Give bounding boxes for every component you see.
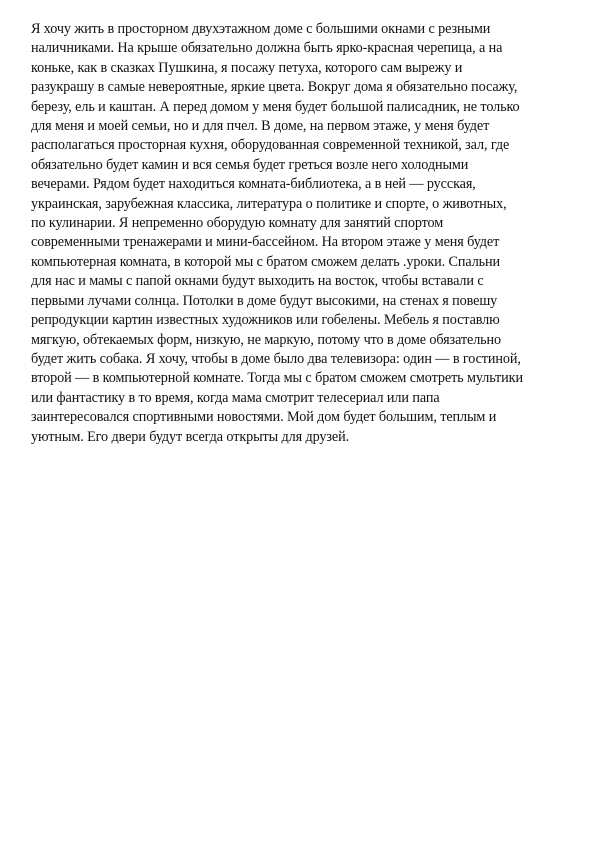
paragraph-line: для нас и мамы с папой окнами будут выходить на восток, чтобы вставали с xyxy=(31,273,484,290)
paragraph-line: уютным. Его двери будут всегда открыты для друзей. xyxy=(31,428,350,445)
paragraph-line: наличниками. На крыше обязательно должна быть ярко-красная черепица, а на xyxy=(31,40,503,57)
essay-paragraph xyxy=(31,20,571,447)
paragraph-line: украинская, зарубежная классика, литература о политике и спорте, о животных, xyxy=(31,195,507,212)
paragraph-line: разукрашу в самые невероятные, яркие цвета. Вокруг дома я обязательно посажу, xyxy=(31,79,518,96)
paragraph-line: коньке, как в сказках Пушкина, я посажу петуха, которого сам вырежу и xyxy=(31,59,463,76)
paragraph-line: березу, ель и каштан. А перед домом у меня будет большой палисадник, не только xyxy=(31,98,520,115)
paragraph-line: мягкую, обтекаемых форм, низкую, не маркую, потому что в доме обязательно xyxy=(31,331,502,348)
paragraph-line: для меня и моей семьи, но и для пчел. В доме, на первом этаже, у меня будет xyxy=(31,118,490,135)
paragraph-line: будет жить собака. Я хочу, чтобы в доме было два телевизора: один — в гостиной, xyxy=(31,350,521,367)
paragraph-line: располагаться просторная кухня, оборудованная современной техникой, зал, где xyxy=(31,137,510,154)
paragraph-line: или фантастику в то время, когда мама смотрит телесериал или папа xyxy=(31,389,440,406)
paragraph-line: вечерами. Рядом будет находиться комната-библиотека, а в ней — русская, xyxy=(31,176,476,193)
paragraph-line: заинтересовался спортивными новостями. Мой дом будет большим, теплым и xyxy=(31,409,497,426)
paragraph-line: Я хочу жить в просторном двухэтажном доме с большими окнами с резными xyxy=(31,21,491,37)
paragraph-line: первыми лучами солнца. Потолки в доме будут высокими, на стенах я повешу xyxy=(31,292,498,309)
paragraph-line: компьютерная комната, в которой мы с братом сможем делать .уроки. Спальни xyxy=(31,253,501,270)
paragraph-line: современными тренажерами и мини-бассейном. На втором этаже у меня будет xyxy=(31,234,500,251)
paragraph-line: обязательно будет камин и вся семья будет греться возле него холодными xyxy=(31,156,469,173)
paragraph-line: по кулинарии. Я непременно оборудую комнату для занятий спортом xyxy=(31,215,444,232)
paragraph-line: репродукции картин известных художников или гобелены. Мебель я поставлю xyxy=(31,312,500,329)
paragraph-line: второй — в компьютерной комнате. Тогда мы с братом сможем смотреть мультики xyxy=(31,370,523,387)
